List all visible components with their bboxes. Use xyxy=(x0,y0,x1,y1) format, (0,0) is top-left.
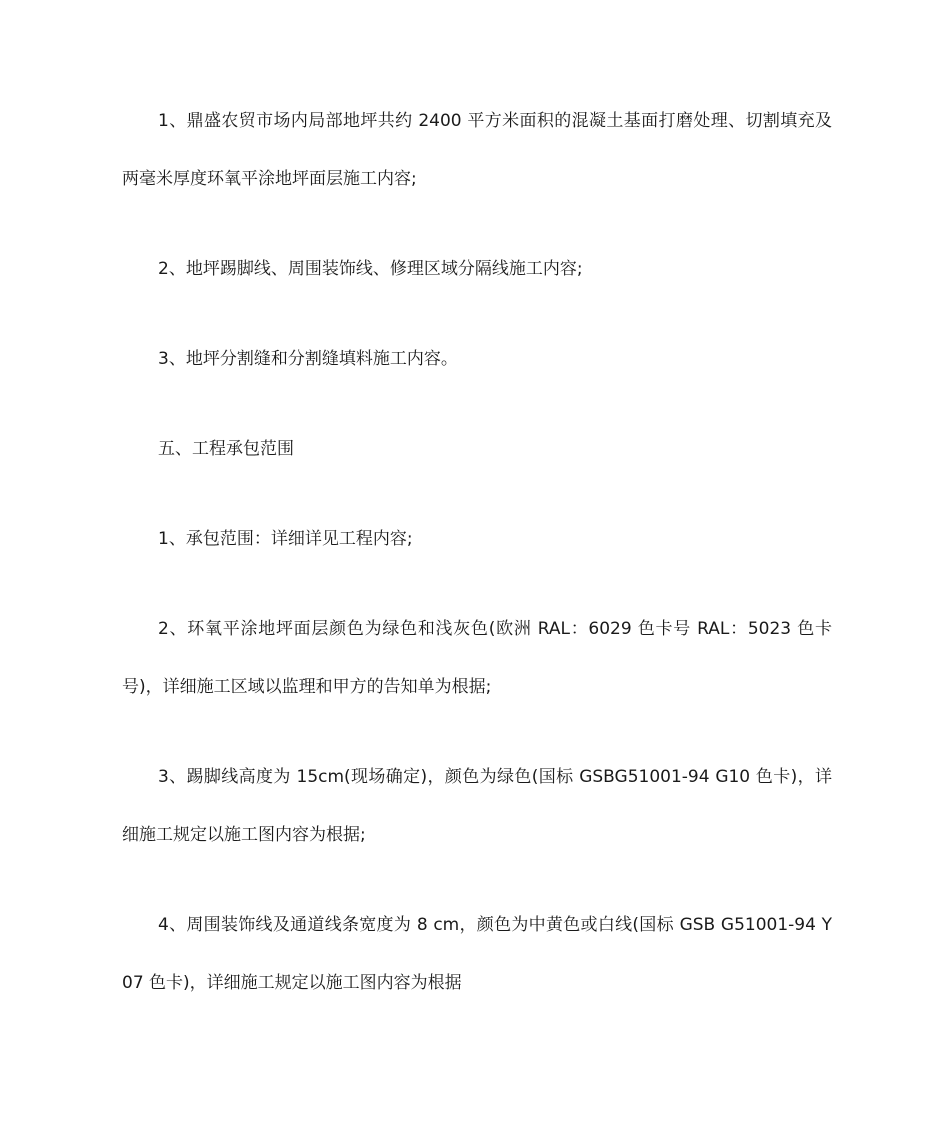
document-body xyxy=(122,92,832,1012)
paragraph-contract-item-3: 3、踢脚线高度为 15cm(现场确定)，颜色为绿色(国标 GSBG51001-94 G10 色卡)，详细施工规定以施工图内容为根据; xyxy=(122,767,832,845)
paragraph-contract-item-4: 4、周围装饰线及通道线条宽度为 8 cm，颜色为中黄色或白线(国标 GSB G51001-94 Y07 色卡)，详细施工规定以施工图内容为根据 xyxy=(122,915,832,993)
paragraph-scope-item-3: 3、地坪分割缝和分割缝填料施工内容。 xyxy=(158,349,458,369)
paragraph-contract-item-2: 2、环氧平涂地坪面层颜色为绿色和浅灰色(欧洲 RAL：6029 色卡号 RAL：5023 色卡号)，详细施工区域以监理和甲方的告知单为根据; xyxy=(122,619,832,697)
paragraph-scope-item-2: 2、地坪踢脚线、周围装饰线、修理区域分隔线施工内容; xyxy=(158,259,583,279)
paragraph-contract-item-1: 1、承包范围：详细详见工程内容; xyxy=(158,529,413,549)
section-heading-contract-scope: 五、工程承包范围 xyxy=(158,439,294,459)
paragraph-scope-item-1: 1、鼎盛农贸市场内局部地坪共约 2400 平方米面积的混凝土基面打磨处理、切割填充及两毫米厚度环氧平涂地坪面层施工内容; xyxy=(122,111,832,189)
